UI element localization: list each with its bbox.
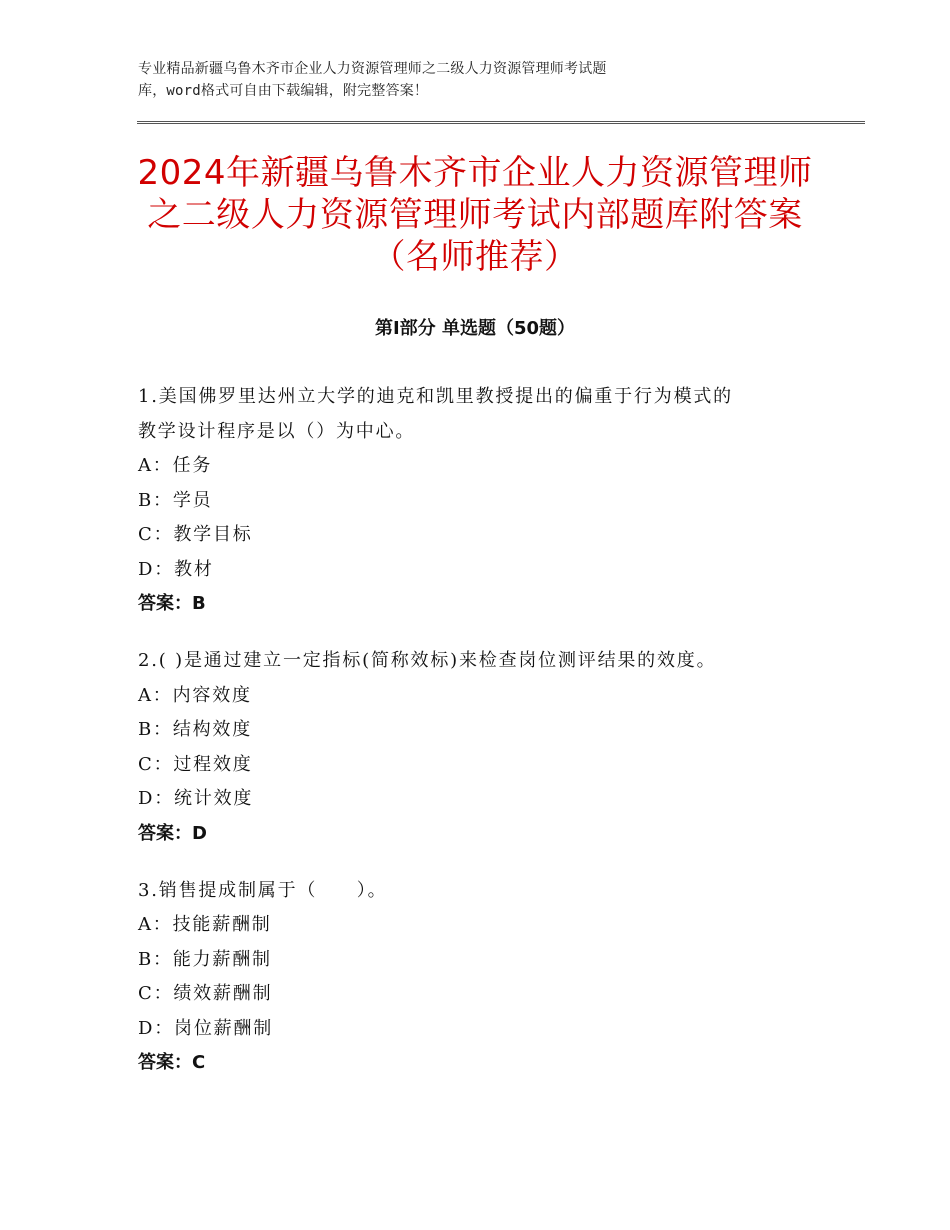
title-line-2: 之二级人力资源管理师考试内部题库附答案: [147, 195, 803, 235]
option-b: B：能力薪酬制: [138, 948, 272, 970]
option-d: D：统计效度: [138, 788, 254, 809]
option-d: D：教材: [138, 558, 214, 580]
answer-label: 答案：: [138, 822, 192, 844]
option-b: B：结构效度: [138, 719, 253, 740]
question-list: [138, 380, 828, 1103]
question-stem: 3.销售提成制属于（ ）。: [138, 879, 388, 901]
section-heading: 第Ⅰ部分 单选题（50题）: [374, 318, 575, 339]
option-b: B：学员: [138, 489, 213, 511]
option-d: D：岗位薪酬制: [138, 1017, 274, 1039]
answer-value: D: [192, 822, 207, 844]
option-a: A：技能薪酬制: [138, 914, 272, 935]
option-a: A：内容效度: [138, 684, 252, 706]
header-note: [138, 58, 828, 102]
header-note-line-2: 库，word格式可自由下载编辑，附完整答案！: [138, 83, 429, 99]
option-a: A：任务: [138, 455, 213, 476]
question-stem: 1.美国佛罗里达州立大学的迪克和凯里教授提出的偏重于行为模式的: [138, 386, 733, 407]
header-divider: [137, 121, 865, 124]
option-c: C：绩效薪酬制: [138, 983, 273, 1004]
header-note-line-1: 专业精品新疆乌鲁木齐市企业人力资源管理师之二级人力资源管理师考试题: [138, 61, 607, 77]
question-stem-continued: 教学设计程序是以（）为中心。: [138, 420, 416, 442]
answer-value: B: [192, 593, 206, 614]
answer-line: [138, 1046, 828, 1080]
question-3: [138, 874, 828, 1081]
option-c: C：过程效度: [138, 753, 253, 775]
answer-line: [138, 817, 828, 851]
answer-line: [138, 587, 828, 621]
question-2: [138, 644, 828, 851]
answer-value: C: [192, 1052, 206, 1073]
title-line-1: 2024年新疆乌鲁木齐市企业人力资源管理师: [137, 153, 813, 193]
question-1: [138, 380, 828, 621]
title-line-3: （名师推荐）: [371, 237, 579, 277]
option-c: C：教学目标: [138, 524, 253, 545]
answer-label: 答案：: [138, 593, 192, 614]
document-title: [80, 152, 870, 278]
answer-label: 答案：: [138, 1052, 192, 1073]
question-stem: 2.( )是通过建立一定指标(简称效标)来检查岗位测评结果的效度。: [138, 650, 717, 671]
